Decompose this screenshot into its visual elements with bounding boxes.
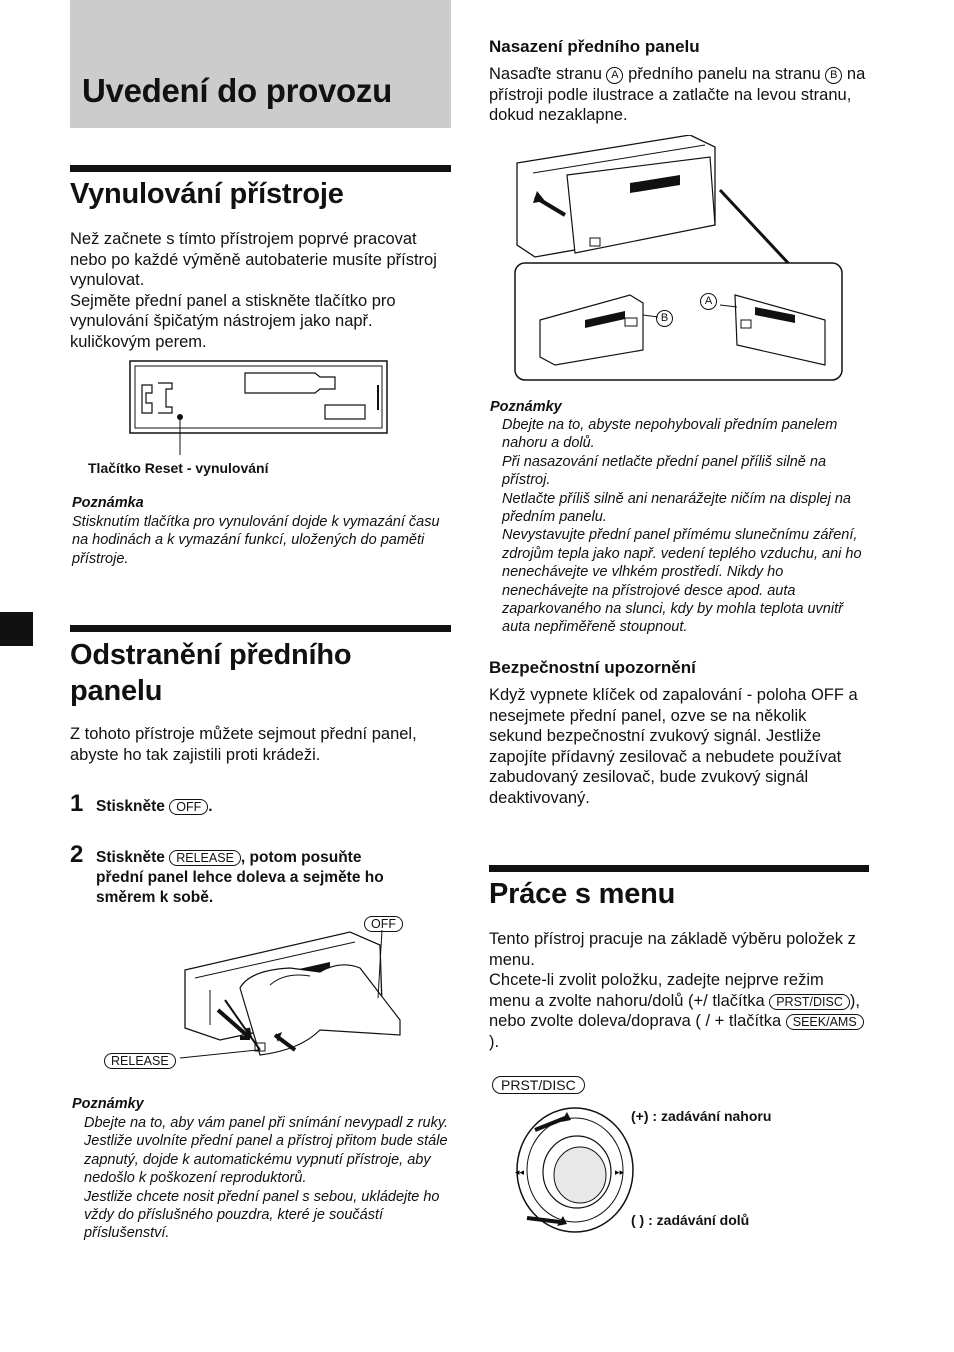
mark-b-icon: B [825, 67, 842, 84]
svg-text:▸▸: ▸▸ [615, 1168, 625, 1178]
fig-prst-disc-label [492, 1076, 585, 1095]
reset-para-1: Než začnete s tímto přístrojem poprvé pracovat nebo po každé výměně autobaterie musíte přístroj vynulovat. [70, 230, 437, 289]
step-1-text [96, 797, 213, 817]
attach-illustration [505, 135, 850, 385]
fig-release-label [104, 1052, 176, 1070]
fig-mark-a-icon: A [700, 293, 717, 310]
step-1-end: . [208, 798, 213, 815]
alarm-heading: Bezpečnostní upozornění [489, 658, 696, 677]
menu-line-1: Tento přístroj pracuje na základě výběru položek z menu. [489, 930, 856, 969]
detach-notes-title: Poznámky [72, 1096, 144, 1112]
detach-intro: Z tohoto přístroje můžete sejmout přední panel, abyste ho tak zajistili proti krádeži. [70, 725, 417, 764]
fig-mark-b-icon: B [656, 310, 673, 327]
svg-text:◂◂: ◂◂ [515, 1168, 525, 1178]
attach-note-4: Nevystavujte přední panel přímému slunečnímu záření, zdrojům tepla jako např. vedení teplého vzduchu, ani ho nenechávejte ve vlhkém prostředí. Nikdy ho nenechávejte na přístrojové desce apod. auta zaparkovaného na slunci, kdy by mohla teplota uvnitř auta nepřiměřeně stoupnout. [502, 527, 862, 636]
fig-release-button: RELEASE [104, 1053, 176, 1069]
seek-ams-button-ref: SEEK/AMS [786, 1014, 864, 1030]
step-2-rest-2: přední panel lehce doleva a sejměte ho [96, 869, 384, 886]
attach-note-1: Dbejte na to, abyste nepohybovali předním panelem nahoru a dolů. [502, 417, 838, 452]
reset-para-2: Sejměte přední panel a stiskněte tlačítko pro vynulování špičatým nástrojem jako např. kuličkovým perem. [70, 291, 396, 351]
detach-note-2: Jestliže uvolníte přední panel a přístroj přitom bude stále zapnutý, dojde k automatickému vypnutí přístroje, aby nedošlo k poškození reproduktorů. [84, 1133, 448, 1187]
detach-heading-line1: Odstranění předního [70, 639, 352, 671]
menu-text-2d: ). [489, 1032, 500, 1051]
attach-body [489, 64, 869, 126]
reset-note-text: Stisknutím tlačítka pro vynulování dojde k vymazání času na hodinách a k vymazání funkcí, uložených do paměti přístroje. [72, 514, 440, 567]
attach-text-b: předního panelu na stranu [628, 65, 821, 83]
attach-text-c: na přístroji podle ilustrace a zatlačte na levou stranu, dokud nezaklapne. [489, 65, 866, 124]
menu-down-label: ( ) : zadávání dolů [631, 1212, 750, 1228]
section-rule [489, 865, 869, 872]
reset-body [70, 229, 450, 352]
prst-disc-button-ref: PRST/DISC [769, 994, 850, 1010]
menu-heading: Práce s menu [489, 878, 676, 910]
reset-figure-caption: Tlačítko Reset - vynulování [88, 460, 269, 476]
step-2-rest-1: , potom posuňte [240, 849, 362, 866]
attach-note-3: Netlačte příliš silně ani nenarážejte ničím na displej na předním panelu. [502, 490, 851, 526]
step-2-text [96, 848, 456, 908]
fig-prst-disc-button: PRST/DISC [492, 1076, 585, 1094]
fig-off-button: OFF [364, 916, 403, 932]
menu-text-2a: Chcete-li zvolit položku, zadejte nejprve režim menu a zvolte nahoru/dolů (+/ tlačítka [489, 971, 824, 1010]
reset-unit-illustration [120, 355, 400, 465]
menu-up-label: (+) : zadávání nahoru [631, 1108, 772, 1124]
off-button-ref: OFF [169, 799, 208, 815]
mark-a-icon: A [606, 67, 623, 84]
menu-text-2c: + tlačítka [714, 1012, 782, 1030]
reset-note-title: Poznámka [72, 495, 144, 511]
attach-notes [502, 416, 872, 637]
section-rule [70, 165, 451, 172]
release-button-ref: RELEASE [169, 850, 241, 866]
reset-heading: Vynulování přístroje [70, 178, 344, 210]
detach-heading [70, 637, 351, 709]
page-side-tab [0, 612, 33, 646]
step-2-rest-3: směrem k sobě. [96, 889, 214, 906]
control-dial-illustration [505, 1100, 635, 1240]
menu-body [489, 929, 869, 1052]
detach-note-1: Dbejte na to, aby vám panel při snímání nevypadl z ruky. [84, 1115, 449, 1131]
page-title: Uvedení do provozu [82, 72, 392, 109]
step-2-label: Stiskněte [96, 849, 165, 866]
section-rule [70, 625, 451, 632]
attach-text-a: Nasaďte stranu [489, 65, 602, 83]
attach-heading: Nasazení předního panelu [489, 37, 700, 56]
detach-note-3: Jestliže chcete nosit přední panel s sebou, ukládejte ho vždy do příslušného pouzdra, které je součástí příslušenství. [84, 1188, 440, 1242]
step-1-label: Stiskněte [96, 798, 165, 815]
step-1-number: 1 [70, 790, 84, 817]
fig-off-label [364, 915, 403, 933]
detach-heading-line2: panelu [70, 675, 163, 707]
step-2-number: 2 [70, 841, 84, 868]
attach-note-2: Při nasazování netlačte přední panel příliš silně na přístroj. [502, 453, 827, 489]
alarm-text: Když vypnete klíček od zapalování - poloha OFF a nesejmete přední panel, ozve se na několik sekund bezpečnostní zvukový signál. Jestliže zapojíte přídavný zesilovač a nebudete používat zabudovaný zesilovač, bude zvukový signál deaktivovaný. [489, 686, 858, 807]
detach-notes [84, 1114, 452, 1243]
menu-line-2 [489, 970, 869, 1052]
menu-text-2b: ), nebo zvolte doleva/doprava ( / [489, 991, 860, 1030]
attach-notes-title: Poznámky [490, 399, 562, 415]
